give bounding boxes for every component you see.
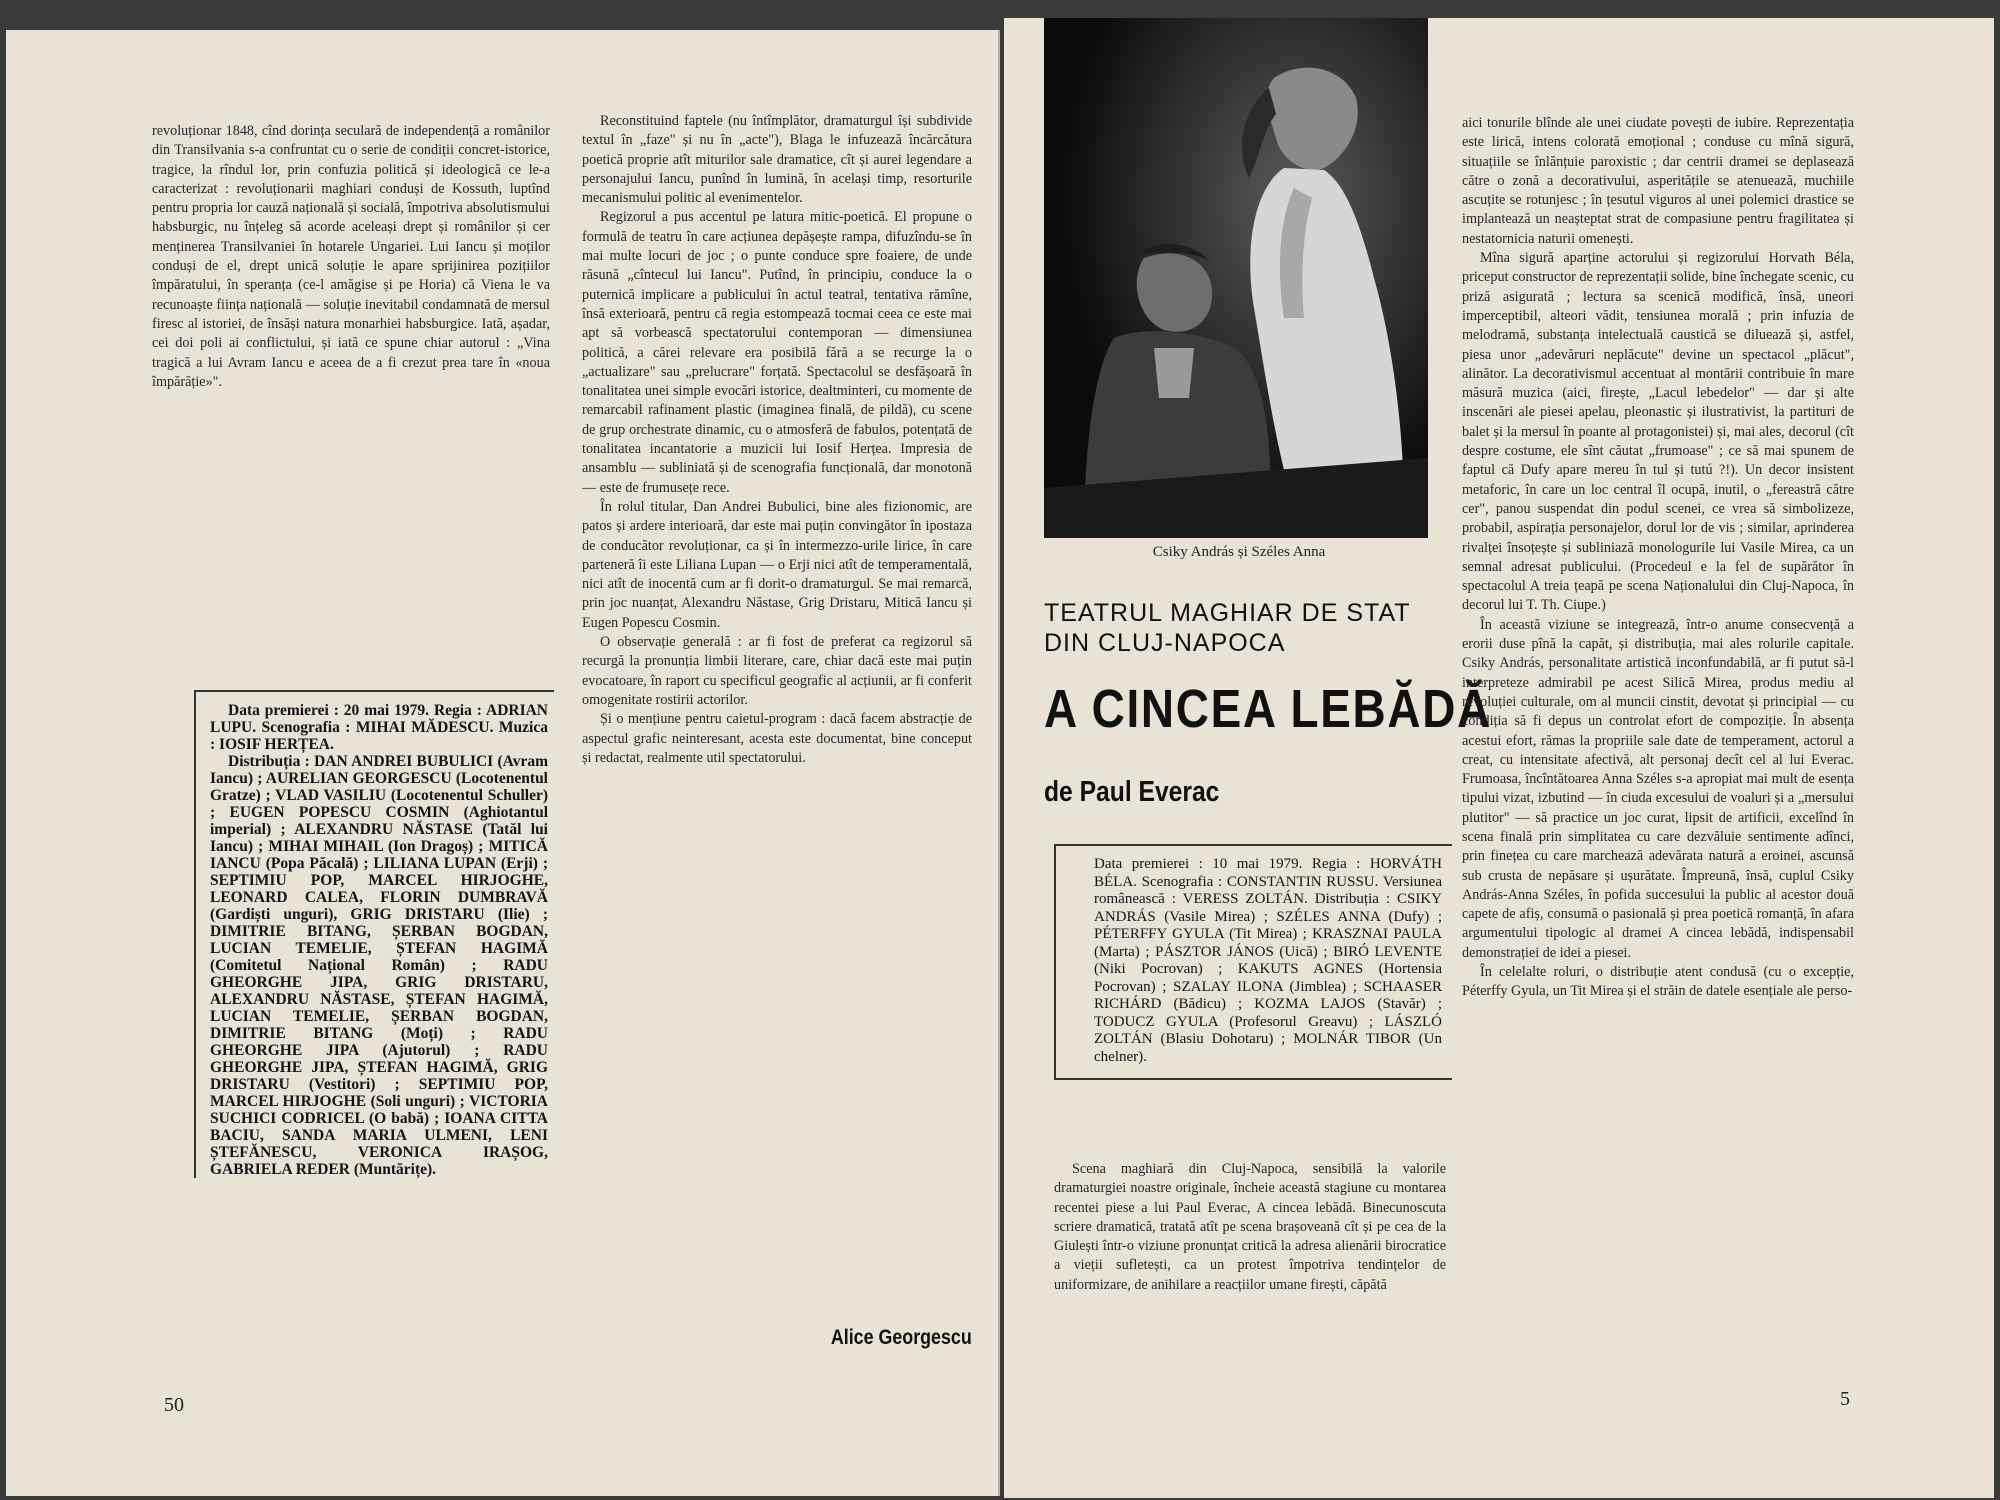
left-credits-box	[194, 690, 554, 1178]
paragraph: Regizorul a pus accentul pe latura mitic-poetică. El propune o formulă de teatru în care acțiunea depășește rampa, difuzîndu-se în mai multe locuri de joc ; o punte conduce spre foaiere, de unde răsună „cîntecul lui Iancu". Putînd, în principiu, conduce la o puternică implicare a publicului în actul teatral, tentativa rămîne, însă exterioară, pentru că regia estompează tocmai ceea ce este mai apt să vorbească spectatorului contemporan — dimensiunea politică, a cărei relevare era posibilă fără a se recurge la o „actualizare" sau „prelucrare" forțată. Spectacolul se desfășoară în tonalitatea unei simple evocări istorice, dealtminteri, cu momente de remarcabil rafinament plastic (imaginea finală, de pildă), cu scene de grup orchestrate dinamic, cu o atmosferă de fabulos, potențată de tonalitatea incantatorie a muzicii lui Iosif Herțea. Impresia de ansamblu — subliniată și de scenografia funcțională, dar monotonă — este de frumusețe rece.	[582, 209, 972, 496]
play-title: A CINCEA LEBĂDĂ	[1044, 679, 1492, 739]
credits-premiere: Data premierei : 20 mai 1979. Regia : ADRIAN LUPU. Scenografia : MIHAI MĂDESCU. Muzica : IOSIF HERȚEA.	[210, 702, 548, 753]
paragraph: Reconstituind faptele (nu întîmplător, dramaturgul își subdivide textul în „faze" și nu în „acte"), Blaga le infuzează încărcătura poetică proprie atît miturilor sale dramatice, cît și aurei legendare a personajului Iancu, punînd în lumină, în același timp, resorturile mecanismului politic al evenimentelor.	[582, 113, 972, 207]
photo-caption: Csiky András și Széles Anna	[1152, 544, 1326, 560]
left-column-2	[582, 112, 972, 768]
paragraph: În această viziune se integrează, într-o anume consecvență a erorii duse pînă la capăt, și distribuția, mai ales rolurile capitale. Csiky András, personalitate artistică inconfundabilă, ar fi putut să-l interpreteze admirabil pe acest Silică Mirea, produs mediu al revoluției culturale, om al muncii cinstit, devotat și principial — cu condiția să fi depus un controlat efort de compoziție. În absența acestui efort, rămas la propriile sale date de temperament, actorul a creat, cu intensitate afectivă, alt personaj decît cel al lui Everac. Frumoasa, încîntătoarea Anna Széles s-a apropiat mai mult de esența tipului vizat, izbutind — în ciuda excesului de voaluri și a „mersului plutitor" — să practice un joc curat, lipsit de artificii, excelînd în scena finală prin simplitatea cu care dezvăluie sentimente adînci, prin finețea cu care marchează adevărata natură a eroinei, ascunsă sub crusta de nepăsare și ușurătate. Împreună, însă, cuplul Csiky András-Anna Széles, în pofida succesului la public al acestor două capete de afiș, consumă o pasională și prea poetică romanță, în afara argumentului tipologic al dramei A cincea lebădă, indispensabil demonstrației de idei a piesei.	[1462, 616, 1854, 961]
production-photo	[1044, 18, 1428, 538]
left-column-1	[152, 122, 550, 392]
author-signature: Alice Georgescu	[831, 1326, 972, 1349]
paragraph: O observație generală : ar fi fost de preferat ca regizorul să recurgă la pronunția limbii literare, care, chiar dacă este mai puțin evocatoare, în raport cu specificul geografic al acțiunii, ar fi conferit omogenitate rostirii actorilor.	[582, 634, 972, 708]
theatre-name-line-2: DIN CLUJ-NAPOCA	[1044, 629, 1286, 657]
right-page	[1004, 18, 1994, 1498]
right-credits-box: Data premierei : 10 mai 1979. Regia : HORVÁTH BÉLA. Scenografia : CONSTANTIN RUSSU. Versiunea românească : VERESS ZOLTÁN. Distribuția : CSIKY ANDRÁS (Vasile Mirea) ; SZÉLES ANNA (Dufy) ; PÉTERFFY GYULA (Tit Mirea) ; KRASZNAI PAULA (Marta) ; PÁSZTOR JÁNOS (Uică) ; BIRÓ LEVENTE (Niki Pocrovan) ; KAKUTS AGNES (Hortensia Pocrovan) ; SZALAY ILONA (Jimblea) ; SCHAASER RICHÁRD (Bădicu) ; KOZMA LAJOS (Stavăr) ; TODUCZ GYULA (Profesorul Greavu) ; LÁSZLÓ ZOLTÁN (Blasiu Dohotaru) ; MOLNÁR TIBOR (Un chelner).	[1054, 844, 1452, 1080]
paragraph: Scena maghiară din Cluj-Napoca, sensibilă la valorile dramaturgiei noastre originale, încheie această stagiune cu montarea recentei piese a lui Paul Everac, A cincea lebădă. Binecunoscuta scriere dramatică, tratată atît pe scena brașoveană cît și pe cea de la Giulești într-o viziune pronunțat critică la adresa alienării birocratice a vieții sufletești, ca un protest împotriva tendințelor de uniformizare, de anihilare a reacțiilor umane firești, căpătă	[1054, 1161, 1446, 1293]
stage-photo-image	[1044, 18, 1428, 538]
paragraph: Și o mențiune pentru caietul-program : dacă facem abstracție de aspectul grafic neinteresant, acesta este documentat, bine conceput și redactat, realmente util spectatorului.	[582, 711, 972, 766]
paragraph: Mîna sigură aparține actorului și regizorului Horvath Béla, priceput constructor de reprezentații solide, bine închegate scenic, cu priză asigurată ; lectura sa scenică modifică, însă, uneori imperceptibil, alteori vădit, tensiunea morală ; prin infuzia de melodramă, substanța intelectuală caustică se diluează și, astfel, piesa unor „adevăruri neplăcute" devine un spectacol „plăcut", alinător. La decorativismul accentuat al montării contribuie în mare măsură muzica (aici, firește, „Lacul lebedelor" — dar și alte inscenări ale piesei apelau, pleonastic și ilustrativist, la partituri de balet și la mersul în poante al protagonistei) și, mai ales, decorul (cît despre costume, ele sînt căutat „frumoase" ; ce să mai spunem de faptul că Dufy apare mereu în tul și tutú ?!). Un decor insistent metaforic, în care un loc central îl ocupă, inutil, o „fereastră către cer", panou suspendat din podul scenei, ce vrea să simbolizeze, probabil, aspirația personajelor, dorul lor de vis ; similar, aprinderea rivalței însoțește și subliniază monologurile lui Vasile Mirea, ca un semnal adresat publicului. (Procedeul e la fel de supărător în spectacolul A treia țeapă pe scena Naționalului din Cluj-Napoca, în decorul lui T. Th. Ciupe.)	[1462, 250, 1854, 614]
left-page	[6, 30, 1000, 1496]
page-number: 50	[164, 1394, 184, 1416]
paragraph: În celelalte roluri, o distribuție atent condusă (cu o excepție, Péterffy Gyula, un Tit Mirea și el străin de datele esențiale ale perso-	[1462, 964, 1854, 1000]
paragraph: revoluționar 1848, cînd dorința seculară de independență a românilor din Transilvania s-a confruntat cu o serie de condiții concret-istorice, tragice, la rîndul lor, prin confuzia politică și ideologică ce le-a caracterizat : revoluționarii maghiari conduși de Kossuth, luptînd pentru propria lor cauză națională și socială, împotriva absolutismului habsburgic, nu înțeleg să acorde aceleași drept și românilor și cer menținerea Transilvaniei în hotarele Ungariei. Lui Iancu și moților conduși de el, drept unică soluție le apare sprijinirea pozițiilor împăratului, în speranța (ce-l amăgise și pe Horia) că Viena le va recunoaște ființa națională — soluție inevitabil condamnată de mersul firesc al istoriei, de însăși natura monarhiei habsburgice. Iată, așadar, cei doi poli ai conflictului, și iată ce spune chiar autorul : „Vina tragică a lui Avram Iancu e aceea de a fi crezut prea tare în «noua împărăție»".	[152, 123, 550, 390]
theatre-name-line-1: TEATRUL MAGHIAR DE STAT	[1044, 599, 1411, 627]
right-column-b	[1462, 114, 1854, 1002]
paragraph: În rolul titular, Dan Andrei Bubulici, bine ales fizionomic, are patos și ardere interioară, dar este mai puțin convingător în ipostaza de conducător revoluționar, ca și în intermezzo-urile lirice, în care parteneră îi este Liliana Lupan — o Erji nici atît de temperamentală, nici atît de inocentă cum ar fi dorit-o dramaturgul. Se mai remarcă, prin joc nuanțat, Alexandru Năstase, Grig Dristaru, Mitică Iancu și Eugen Popescu Cosmin.	[582, 498, 972, 631]
paragraph: aici tonurile blînde ale unei ciudate povești de iubire. Reprezentația este lirică, intens colorată emoțional ; conduse cu mînă sigură, situațiile se înlănțuie paroxistic ; dar centrii dramei se deplasează către o zonă a decorativului, asperitățile se atenuează, muchiile ascuțite se rotunjesc ; în țesutul viguros al unei polemici drastice se implantează un neașteptat strat de compasiune pentru fragilitatea și nestatornicia naturii omenești.	[1462, 115, 1854, 247]
right-column-a	[1054, 1160, 1446, 1295]
credits-cast: Distribuția : DAN ANDREI BUBULICI (Avram Iancu) ; AURELIAN GEORGESCU (Locotenentul Gratze) ; VLAD VASILIU (Locotenentul Schuller) ; EUGEN POPESCU COSMIN (Aghiotantul imperial) ; ALEXANDRU NĂSTASE (Tatăl lui Iancu) ; MIHAI MIHAIL (Ion Dragoș) ; MITICĂ IANCU (Popa Păcală) ; LILIANA LUPAN (Erji) ; SEPTIMIU POP, MARCEL HIRJOGHE, LEONARD CALEA, FLORIN DUMBRAVĂ (Gardiști unguri), GRIG DRISTARU (Ilie) ; DIMITRIE BITANG, ȘERBAN BOGDAN, LUCIAN TEMELIE, ȘTEFAN HAGIMĂ (Comitetul Național Român) ; RADU GHEORGHE JIPA, GRIG DRISTARU, ALEXANDRU NĂSTASE, ȘTEFAN HAGIMĂ, LUCIAN TEMELIE, ȘERBAN BOGDAN, DIMITRIE BITANG (Moți) ; RADU GHEORGHE JIPA (Ajutorul) ; RADU GHEORGHE JIPA, ȘTEFAN HAGIMĂ, GRIG DRISTARU (Vestitori) ; SEPTIMIU POP, MARCEL HIRJOGHE (Soli unguri) ; VICTORIA SUCHICI CODRICEL (O babă) ; IOANA CITTA BACIU, SANDA MARIA ULMENI, LENI ȘTEFĂNESCU, VERONICA IRAȘOG, GABRIELA REDER (Muntărițe).	[210, 753, 548, 1178]
play-author: de Paul Everac	[1044, 776, 1220, 808]
theatre-name	[1044, 598, 1411, 658]
page-number: 5	[1840, 1388, 1850, 1410]
